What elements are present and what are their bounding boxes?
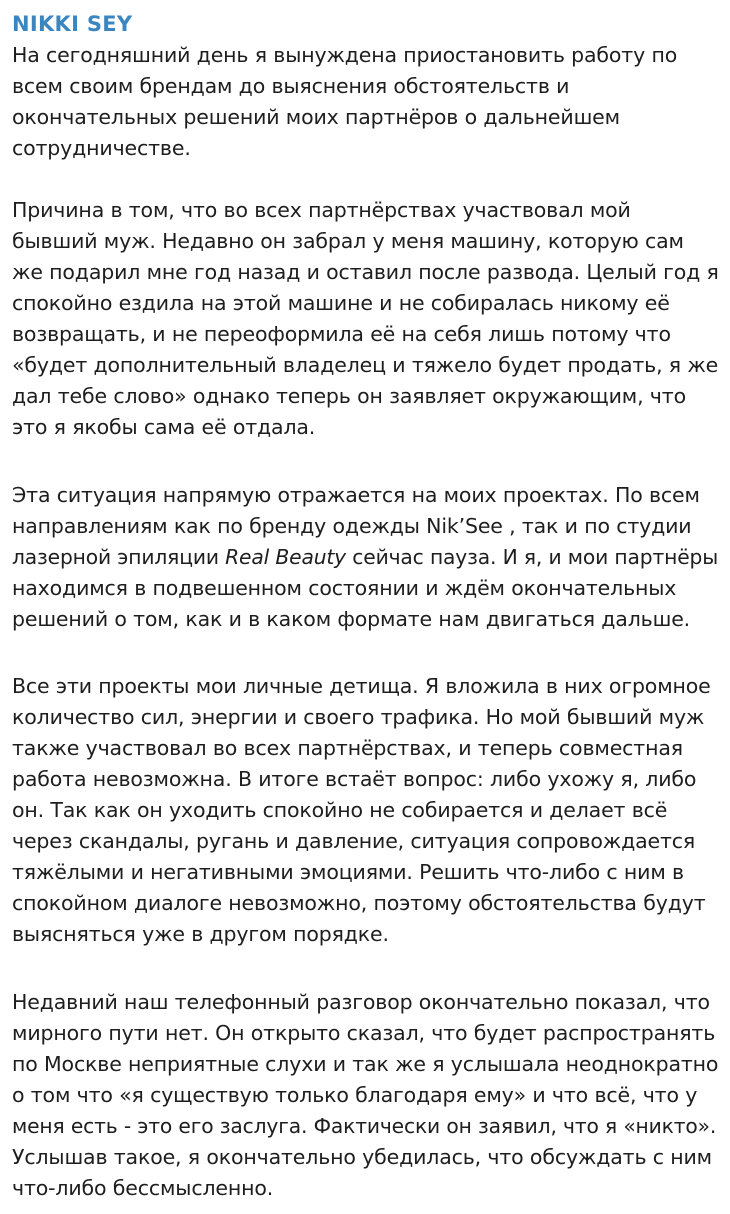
text-line: Все эти проекты мои личные детища. Я вложила в них огромное [12,674,711,698]
text-line: решений о том, как и в каком формате нам двигаться дальше. [12,607,691,631]
text-line: он. Так как он уходить спокойно не собирается и делает всё [12,798,668,822]
text-line: дал тебе слово» однако теперь он заявляет окружающим, что [12,384,686,408]
text-line: также участвовал во всех партнёрствах, и теперь совместная [12,736,683,760]
text-line: окончательных решений моих партнёров о дальнейшем [12,105,620,129]
text-line: всем своим брендам до выяснения обстоятельств и [12,74,570,98]
text-line: меня есть - это его заслуга. Фактически он заявил, что я «никто». [12,1114,717,1138]
message-paragraph [12,480,724,635]
text-line: сотрудничестве. [12,136,191,160]
text-line: Причина в том, что во всех партнёрствах участвовал мой [12,198,631,222]
text-line: возвращать, и не переоформила её на себя лишь потому что [12,322,671,346]
text-line: выясняться уже в другом порядке. [12,922,389,946]
text-segment: лазерной эпиляции [12,545,226,569]
message-paragraph [12,671,724,950]
text-line: о том что «я существую только благодаря ему» и что всё, что у [12,1083,698,1107]
text-line: находимся в подвешенном состоянии и ждём окончательных [12,576,677,600]
text-line: спокойном диалоге невозможно, поэтому обстоятельства будут [12,891,706,915]
text-line: Эта ситуация напрямую отражается на моих проектах. По всем [12,483,700,507]
text-line: «будет дополнительный владелец и тяжело будет продать, я же [12,353,719,377]
text-line: же подарил мне год назад и оставил после развода. Целый год я [12,260,719,284]
message-paragraph [12,987,724,1204]
text-line: Недавний наш телефонный разговор окончательно показал, что [12,990,710,1014]
text-line: направлениям как по бренду одежды Nik’See , так и по студии [12,514,692,538]
brand-name-italic: Real Beauty [225,545,347,569]
message-paragraph [12,40,724,164]
text-line: спокойно ездила на этой машине и не собиралась никому её [12,291,670,315]
text-line: через скандалы, ругань и давление, ситуация сопровождается [12,829,696,853]
text-line: по Москве неприятные слухи и так же я услышала неоднократно [12,1052,719,1076]
text-line [12,542,724,573]
text-line: это я якобы сама её отдала. [12,415,316,439]
text-line: тяжёлыми и негативными эмоциями. Решить что-либо с ним в [12,860,684,884]
text-segment: сейчас пауза. И я, и мои партнёры [346,545,719,569]
text-line: бывший муж. Недавно он забрал у меня машину, которую сам [12,229,684,253]
text-line: что-либо бессмысленно. [12,1176,274,1200]
text-line: работа невозможна. В итоге встаёт вопрос: либо ухожу я, либо [12,767,697,791]
text-line: мирного пути нет. Он открыто сказал, что будет распространять [12,1021,716,1045]
text-line: На сегодняшний день я вынуждена приостановить работу по [12,43,678,67]
author-name[interactable]: NIKKI SEY [12,12,133,36]
text-line: Услышав такое, я окончательно убедилась, что обсуждать с ним [12,1145,712,1169]
message-paragraph [12,195,724,443]
text-line: количество сил, энергии и своего трафика. Но мой бывший муж [12,705,705,729]
